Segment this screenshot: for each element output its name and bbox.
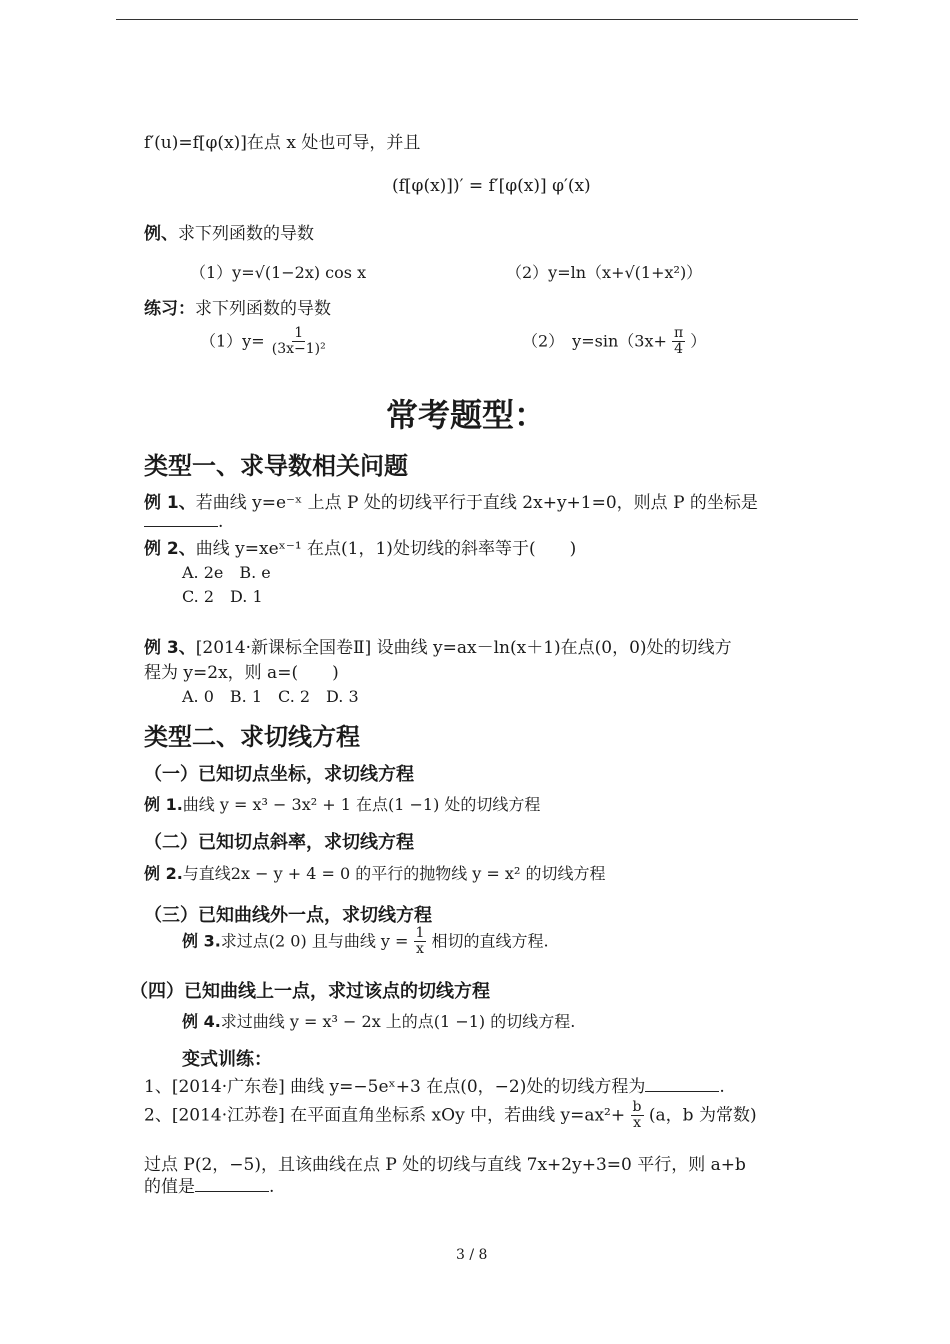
type2-sub3: （三）已知曲线外一点，求切线方程 [144, 905, 432, 926]
type2-ex4-text: 求过曲线 y = x³ − 2x 上的点(1 −1) 的切线方程. [220, 1012, 576, 1031]
variant-q2-prefix: 2、[2014·江苏卷] 在平面直角坐标系 xOy 中，若曲线 y=ax²+ [144, 1105, 626, 1126]
type1-ex1-end: . [218, 512, 224, 532]
type2-example-4 [182, 1009, 575, 1032]
practice-item-1-prefix: （1）y= [200, 331, 265, 351]
variant-q2-line2: 过点 P(2，−5)，且该曲线在点 P 处的切线与直线 7x+2y+3=0 平行，则 a+b [144, 1155, 746, 1175]
type2-sub2: （二）已知切点斜率，求切线方程 [144, 832, 414, 853]
type2-ex2-label: 例 2. [144, 864, 183, 883]
type1-ex1-label: 例 1、 [144, 493, 196, 513]
type1-ex1-text: 若曲线 y=e⁻ˣ 上点 P 处的切线平行于直线 2x+y+1=0，则点 P 的坐标是 [195, 493, 758, 513]
type2-ex3-denominator: x [416, 941, 424, 958]
header-rule [116, 19, 858, 20]
type2-ex2-text: 与直线2x − y + 4 = 0 的平行的抛物线 y = x² 的切线方程 [182, 864, 606, 883]
example-label: 例、 [144, 224, 178, 244]
type1-ex2-options-cd: C. 2 D. 1 [182, 587, 263, 606]
type1-ex3-label: 例 3、 [144, 638, 196, 658]
variant-q2-denominator: x [633, 1115, 641, 1132]
practice-item-1 [200, 326, 328, 358]
practice-item-1-fraction [270, 326, 328, 358]
type1-ex3-line2: 程为 y=2x，则 a=( ) [144, 663, 339, 683]
type2-example-1 [144, 792, 540, 815]
type1-ex3-line1: [2014·新课标全国卷Ⅱ] 设曲线 y=ax－ln(x＋1)在点(0，0)处的切线方 [195, 638, 732, 658]
practice-label: 练习： [144, 299, 195, 319]
type2-ex3-suffix: 相切的直线方程. [431, 931, 549, 951]
variant-question-2 [144, 1100, 757, 1132]
type1-ex2-options-ab: A. 2e B. e [182, 563, 271, 582]
type2-ex3-numerator: 1 [415, 925, 425, 941]
practice-item-2-denominator: 4 [674, 341, 684, 358]
type2-ex3-fraction [414, 926, 427, 958]
variant-q2-numerator: b [632, 1099, 642, 1115]
answer-blank [195, 1177, 269, 1192]
example-heading [144, 219, 314, 244]
type1-ex2-label: 例 2、 [144, 539, 196, 559]
type2-example-3 [182, 926, 549, 958]
type2-heading: 类型二、求切线方程 [144, 723, 360, 751]
example-item-1: （1）y=√(1−2x) cos x [190, 263, 367, 282]
page-number: 3 / 8 [456, 1247, 488, 1263]
practice-item-2-fraction [672, 326, 685, 358]
variant-question-1 [144, 1072, 725, 1097]
example-item-2: （2）y=ln（x+√(1+x²)） [506, 263, 703, 282]
practice-item-2 [522, 326, 706, 358]
type1-example-2 [144, 534, 576, 559]
type1-example-3 [144, 633, 732, 658]
type1-example-1 [144, 488, 758, 513]
answer-blank [144, 512, 218, 527]
chain-rule-intro: f′(u)=f[φ(x)]在点 x 处也可导，并且 [144, 133, 421, 153]
variant-q1-end: . [719, 1077, 725, 1097]
variant-q2-line3-text: 的值是 [144, 1177, 195, 1197]
type2-example-2 [144, 861, 605, 884]
practice-heading [144, 294, 331, 319]
practice-item-2-suffix: ） [690, 331, 707, 351]
practice-item-1-denominator: (3x−1)² [271, 341, 326, 358]
variant-q2-fraction [631, 1100, 644, 1132]
type1-ex2-text: 曲线 y=xeˣ⁻¹ 在点(1，1)处切线的斜率等于( ) [195, 539, 577, 559]
type1-example-1-blank [144, 512, 223, 532]
answer-blank [645, 1077, 719, 1092]
variant-q2-end: . [269, 1177, 275, 1197]
type2-ex1-label: 例 1. [144, 795, 183, 814]
variant-q1-text: 1、[2014·广东卷] 曲线 y=−5eˣ+3 在点(0，−2)处的切线方程为 [144, 1077, 646, 1097]
type2-ex4-label: 例 4. [182, 1012, 221, 1031]
chain-rule-formula: (f[φ(x)])′ = f′[φ(x)] φ′(x) [392, 176, 591, 196]
type2-sub1: （一）已知切点坐标，求切线方程 [144, 764, 414, 785]
variant-q2-suffix: (a，b 为常数) [648, 1105, 757, 1126]
practice-item-2-prefix: （2） y=sin（3x+ [522, 331, 667, 351]
practice-item-1-numerator: 1 [294, 325, 304, 341]
type2-ex3-prefix: 求过点(2 0) 且与曲线 y = [220, 931, 409, 951]
practice-item-2-numerator: π [673, 325, 684, 341]
variant-q2-line3 [144, 1172, 274, 1197]
type2-sub4: （四）已知曲线上一点，求过该点的切线方程 [130, 981, 490, 1002]
type2-ex3-label: 例 3. [182, 931, 221, 951]
example-text: 求下列函数的导数 [178, 224, 314, 244]
practice-text: 求下列函数的导数 [195, 299, 331, 319]
type1-heading: 类型一、求导数相关问题 [144, 452, 408, 480]
type1-ex3-options: A. 0 B. 1 C. 2 D. 3 [182, 687, 359, 706]
main-title: 常考题型： [386, 396, 547, 434]
variants-heading: 变式训练： [182, 1049, 272, 1070]
type2-ex1-text: 曲线 y = x³ − 3x² + 1 在点(1 −1) 处的切线方程 [182, 795, 541, 814]
